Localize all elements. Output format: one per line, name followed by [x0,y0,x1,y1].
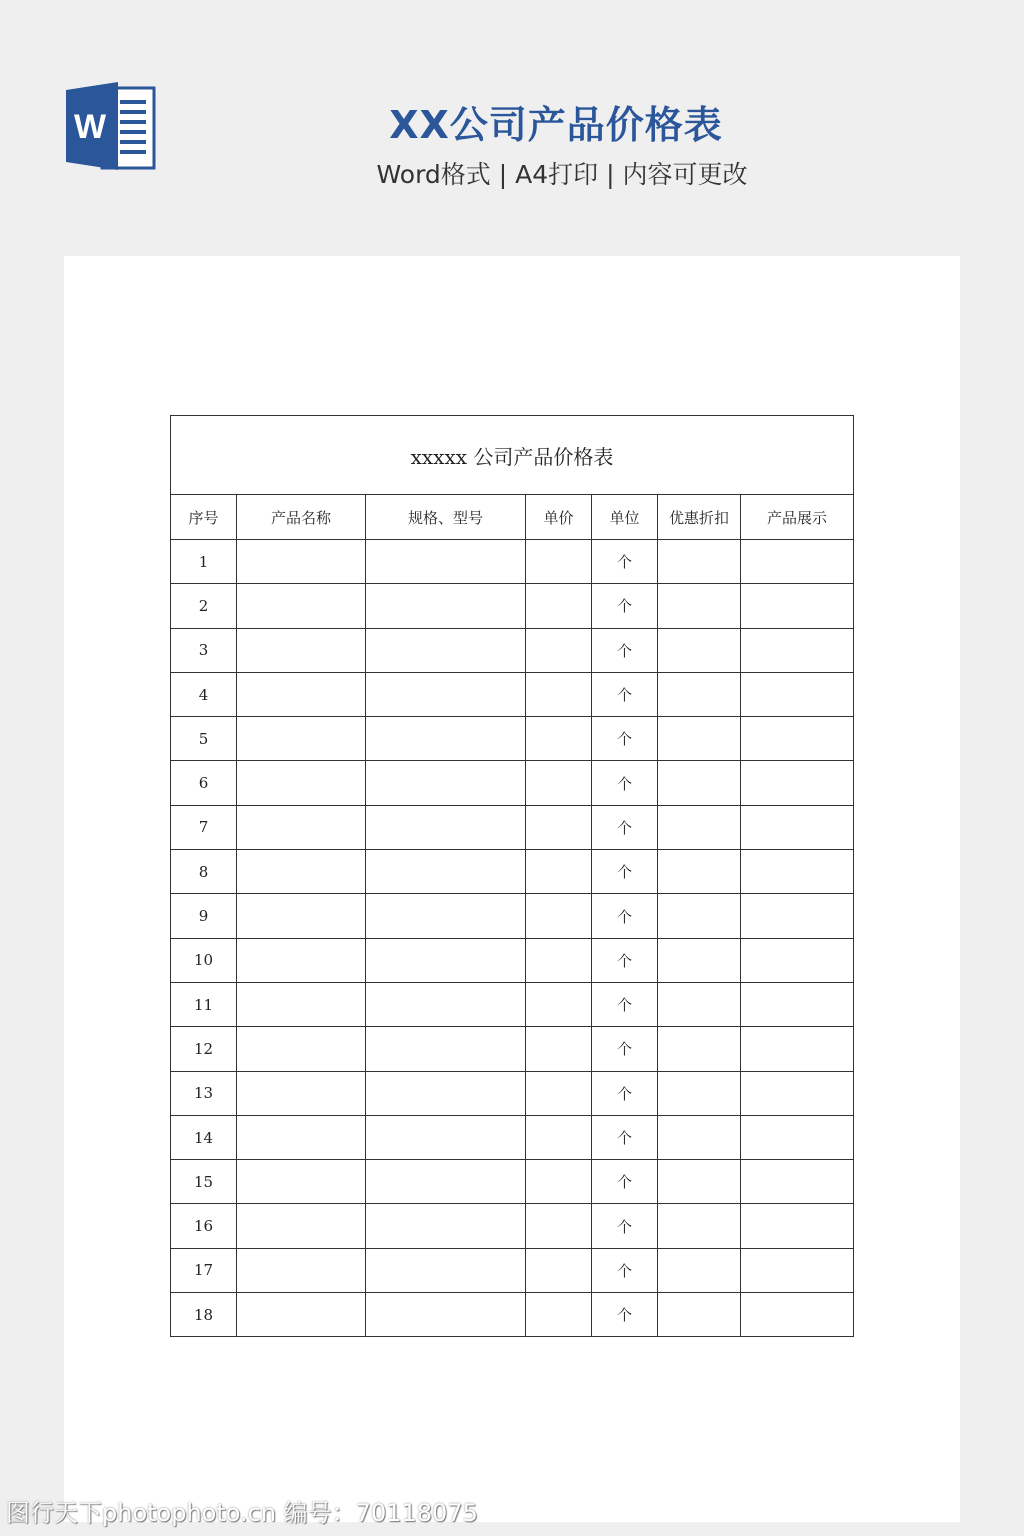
cell-index: 7 [171,805,237,849]
watermark: 图行天下photophoto.cn 编号：70118075 [6,1499,478,1527]
cell-unit: 个 [592,540,658,584]
cell-discount [658,938,741,982]
cell-product-name [237,805,366,849]
cell-index: 6 [171,761,237,805]
cell-unit-price [526,540,592,584]
cell-unit: 个 [592,1115,658,1159]
cell-unit: 个 [592,717,658,761]
document-page [64,256,960,1522]
cell-unit-price [526,1160,592,1204]
table-row [171,672,854,716]
cell-spec-model [366,1160,526,1204]
cell-index: 3 [171,628,237,672]
cell-product-name [237,672,366,716]
cell-index: 16 [171,1204,237,1248]
cell-spec-model [366,1115,526,1159]
column-header-index: 序号 [171,495,237,540]
cell-spec-model [366,982,526,1026]
cell-discount [658,584,741,628]
column-header-product-name: 产品名称 [237,495,366,540]
cell-product-name [237,761,366,805]
cell-product-name [237,628,366,672]
cell-discount [658,1160,741,1204]
cell-product-display [741,1027,854,1071]
table-row [171,1160,854,1204]
cell-product-name [237,1160,366,1204]
cell-product-display [741,982,854,1026]
table-row [171,540,854,584]
page-subtitle: Word格式 | A4打印 | 内容可更改 [376,160,748,189]
cell-unit-price [526,894,592,938]
svg-text:W: W [73,108,107,146]
cell-spec-model [366,850,526,894]
cell-discount [658,1248,741,1292]
cell-product-name [237,540,366,584]
cell-product-display [741,850,854,894]
cell-unit-price [526,938,592,982]
cell-product-name [237,850,366,894]
cell-unit: 个 [592,1071,658,1115]
cell-unit-price [526,850,592,894]
cell-index: 15 [171,1160,237,1204]
cell-index: 5 [171,717,237,761]
cell-product-display [741,1293,854,1337]
table-row [171,982,854,1026]
cell-discount [658,1204,741,1248]
cell-index: 13 [171,1071,237,1115]
table-row [171,1248,854,1292]
cell-unit: 个 [592,1204,658,1248]
column-header-product-display: 产品展示 [741,495,854,540]
table-body [171,540,854,1337]
cell-unit-price [526,1204,592,1248]
cell-index: 4 [171,672,237,716]
cell-discount [658,761,741,805]
cell-discount [658,717,741,761]
cell-unit-price [526,672,592,716]
cell-product-name [237,938,366,982]
cell-index: 8 [171,850,237,894]
table-row [171,805,854,849]
cell-discount [658,850,741,894]
cell-spec-model [366,805,526,849]
cell-unit: 个 [592,894,658,938]
cell-unit: 个 [592,1248,658,1292]
cell-spec-model [366,1248,526,1292]
cell-product-name [237,1293,366,1337]
cell-product-display [741,672,854,716]
cell-unit: 个 [592,850,658,894]
cell-discount [658,672,741,716]
cell-unit: 个 [592,1160,658,1204]
cell-unit: 个 [592,938,658,982]
cell-product-display [741,761,854,805]
table-row [171,938,854,982]
cell-unit-price [526,761,592,805]
cell-spec-model [366,1204,526,1248]
cell-unit: 个 [592,805,658,849]
cell-product-name [237,1248,366,1292]
cell-index: 17 [171,1248,237,1292]
cell-unit: 个 [592,1027,658,1071]
cell-spec-model [366,894,526,938]
cell-product-name [237,1027,366,1071]
cell-product-name [237,584,366,628]
table-row [171,1071,854,1115]
cell-unit-price [526,717,592,761]
cell-discount [658,805,741,849]
column-header-unit-price: 单价 [526,495,592,540]
cell-product-display [741,1071,854,1115]
cell-index: 11 [171,982,237,1026]
table-row [171,584,854,628]
cell-discount [658,1115,741,1159]
cell-unit: 个 [592,628,658,672]
cell-product-name [237,894,366,938]
table-row [171,894,854,938]
cell-spec-model [366,1071,526,1115]
cell-index: 1 [171,540,237,584]
table-row [171,1204,854,1248]
cell-spec-model [366,1027,526,1071]
cell-discount [658,982,741,1026]
cell-unit: 个 [592,584,658,628]
cell-unit-price [526,1293,592,1337]
cell-discount [658,540,741,584]
table-row [171,717,854,761]
table-row [171,1027,854,1071]
column-header-discount: 优惠折扣 [658,495,741,540]
cell-product-display [741,584,854,628]
cell-discount [658,1071,741,1115]
cell-spec-model [366,717,526,761]
cell-spec-model [366,628,526,672]
cell-unit-price [526,1248,592,1292]
cell-spec-model [366,761,526,805]
cell-product-name [237,982,366,1026]
cell-unit-price [526,1115,592,1159]
cell-index: 2 [171,584,237,628]
table-title: xxxxx 公司产品价格表 [171,416,854,495]
cell-index: 12 [171,1027,237,1071]
page-header [0,0,1024,240]
table-row [171,850,854,894]
table-header-row [171,495,854,540]
cell-unit-price [526,1071,592,1115]
cell-index: 14 [171,1115,237,1159]
cell-spec-model [366,938,526,982]
table-row [171,761,854,805]
cell-unit-price [526,628,592,672]
cell-product-display [741,894,854,938]
cell-product-display [741,540,854,584]
cell-spec-model [366,584,526,628]
cell-product-name [237,1115,366,1159]
cell-unit-price [526,982,592,1026]
price-table [170,415,854,1337]
cell-product-display [741,805,854,849]
cell-product-display [741,717,854,761]
cell-product-name [237,1071,366,1115]
cell-product-display [741,1204,854,1248]
cell-product-name [237,1204,366,1248]
cell-unit-price [526,584,592,628]
cell-unit: 个 [592,672,658,716]
table-row [171,628,854,672]
cell-product-display [741,938,854,982]
cell-discount [658,1293,741,1337]
cell-index: 10 [171,938,237,982]
cell-product-name [237,717,366,761]
cell-unit-price [526,805,592,849]
cell-spec-model [366,672,526,716]
cell-discount [658,894,741,938]
column-header-unit: 单位 [592,495,658,540]
cell-product-display [741,628,854,672]
table-row [171,1293,854,1337]
table-row [171,1115,854,1159]
cell-unit-price [526,1027,592,1071]
cell-unit: 个 [592,1293,658,1337]
cell-spec-model [366,1293,526,1337]
page-title: XX公司产品价格表 [389,103,723,147]
cell-unit: 个 [592,982,658,1026]
cell-spec-model [366,540,526,584]
cell-product-display [741,1248,854,1292]
cell-product-display [741,1160,854,1204]
cell-product-display [741,1115,854,1159]
cell-index: 18 [171,1293,237,1337]
cell-unit: 个 [592,761,658,805]
column-header-spec-model: 规格、型号 [366,495,526,540]
cell-index: 9 [171,894,237,938]
cell-discount [658,628,741,672]
cell-discount [658,1027,741,1071]
